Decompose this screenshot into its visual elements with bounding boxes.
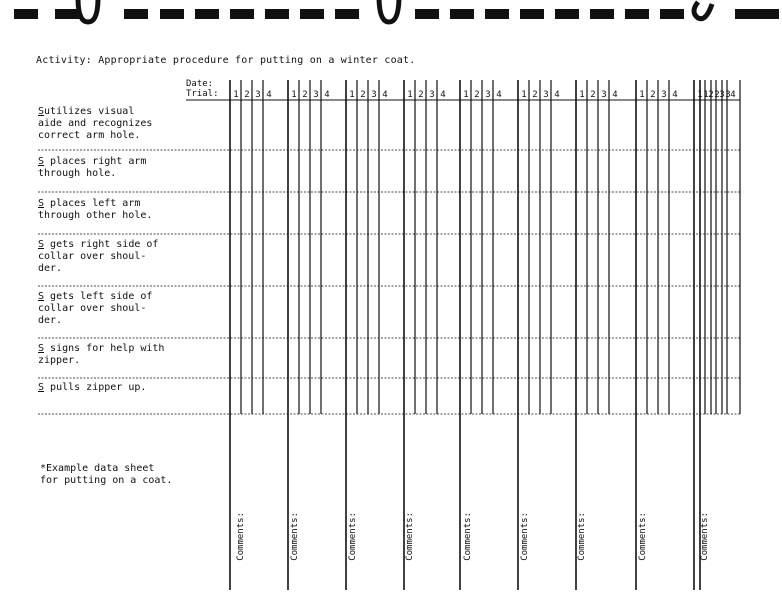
behavior-text: pulls zipper up. xyxy=(44,382,147,393)
behavior-step xyxy=(38,343,188,367)
trial-number: 4 xyxy=(730,90,736,100)
trial-number: 1 xyxy=(579,90,585,100)
trial-number: 1 xyxy=(521,90,527,100)
trial-number: 2 xyxy=(302,90,308,100)
trial-number: 3 xyxy=(429,90,435,100)
trial-number: 3 xyxy=(371,90,377,100)
trial-number: 2 xyxy=(244,90,250,100)
comments-column-label: Comments: xyxy=(236,512,246,561)
trial-number: 3 xyxy=(719,90,725,100)
comments-column-label: Comments: xyxy=(290,512,300,561)
trial-number: 3 xyxy=(313,90,319,100)
trial-number: 1 xyxy=(349,90,355,100)
trial-number: 4 xyxy=(496,90,502,100)
trial-number: 2 xyxy=(474,90,480,100)
behavior-text: places left arm through other hole. xyxy=(38,198,153,221)
trial-number: 4 xyxy=(440,90,446,100)
behavior-step xyxy=(38,106,188,142)
trial-number: 4 xyxy=(672,90,678,100)
trial-number: 1 xyxy=(703,90,709,100)
trial-number: 2 xyxy=(708,90,714,100)
comments-column-label: Comments: xyxy=(577,512,587,561)
trial-number: 1 xyxy=(639,90,645,100)
behavior-step xyxy=(38,291,188,327)
subject-abbrev: S xyxy=(38,106,45,117)
behavior-text: signs for help with zipper. xyxy=(38,343,165,366)
comments-column-label: Comments: xyxy=(700,512,710,561)
comments-column-label: Comments: xyxy=(463,512,473,561)
trial-number: 1 xyxy=(463,90,469,100)
trial-number: 4 xyxy=(554,90,560,100)
footnote: *Example data sheet for putting on a coat. xyxy=(40,463,173,486)
trial-number: 4 xyxy=(324,90,330,100)
behavior-step xyxy=(38,239,188,275)
trial-number: 4 xyxy=(266,90,272,100)
comments-column-label: Comments: xyxy=(638,512,648,561)
trial-number: 4 xyxy=(612,90,618,100)
trial-number: 1 xyxy=(291,90,297,100)
behavior-text: utilizes visual aide and recognizes correct arm hole. xyxy=(38,106,153,141)
trial-number: 3 xyxy=(485,90,491,100)
trial-number: 4 xyxy=(382,90,388,100)
behavior-text: gets right side of collar over shoul- der. xyxy=(38,239,159,274)
trial-number: 1 xyxy=(697,90,703,100)
trial-number: 2 xyxy=(532,90,538,100)
trial-number: 1 xyxy=(407,90,413,100)
trial-number: 3 xyxy=(661,90,667,100)
behavior-step xyxy=(38,198,188,222)
date-label: Date: xyxy=(186,79,214,89)
trial-number: 2 xyxy=(590,90,596,100)
behavior-text: places right arm through hole. xyxy=(38,156,147,179)
trial-number: 3 xyxy=(255,90,261,100)
trial-number: 2 xyxy=(650,90,656,100)
comments-column-label: Comments: xyxy=(348,512,358,561)
trial-label: Trial: xyxy=(186,89,219,99)
subject-abbrev: S xyxy=(38,291,45,302)
trial-number: 2 xyxy=(418,90,424,100)
subject-abbrev: S xyxy=(38,382,45,393)
trial-number: 3 xyxy=(543,90,549,100)
subject-abbrev: S xyxy=(38,343,45,354)
trial-number: 3 xyxy=(725,90,731,100)
comments-column-label: Comments: xyxy=(520,512,530,561)
trial-number: 1 xyxy=(233,90,239,100)
subject-abbrev: S xyxy=(38,198,45,209)
behavior-text: gets left side of collar over shoul- der. xyxy=(38,291,153,326)
trial-number: 3 xyxy=(601,90,607,100)
behavior-step xyxy=(38,382,188,394)
trial-number: 2 xyxy=(714,90,720,100)
comments-column-label: Comments: xyxy=(405,512,415,561)
activity-title: Activity: Appropriate procedure for putting on a winter coat. xyxy=(36,55,416,66)
subject-abbrev: S xyxy=(38,239,45,250)
behavior-step xyxy=(38,156,188,180)
subject-abbrev: S xyxy=(38,156,45,167)
trial-number: 2 xyxy=(360,90,366,100)
